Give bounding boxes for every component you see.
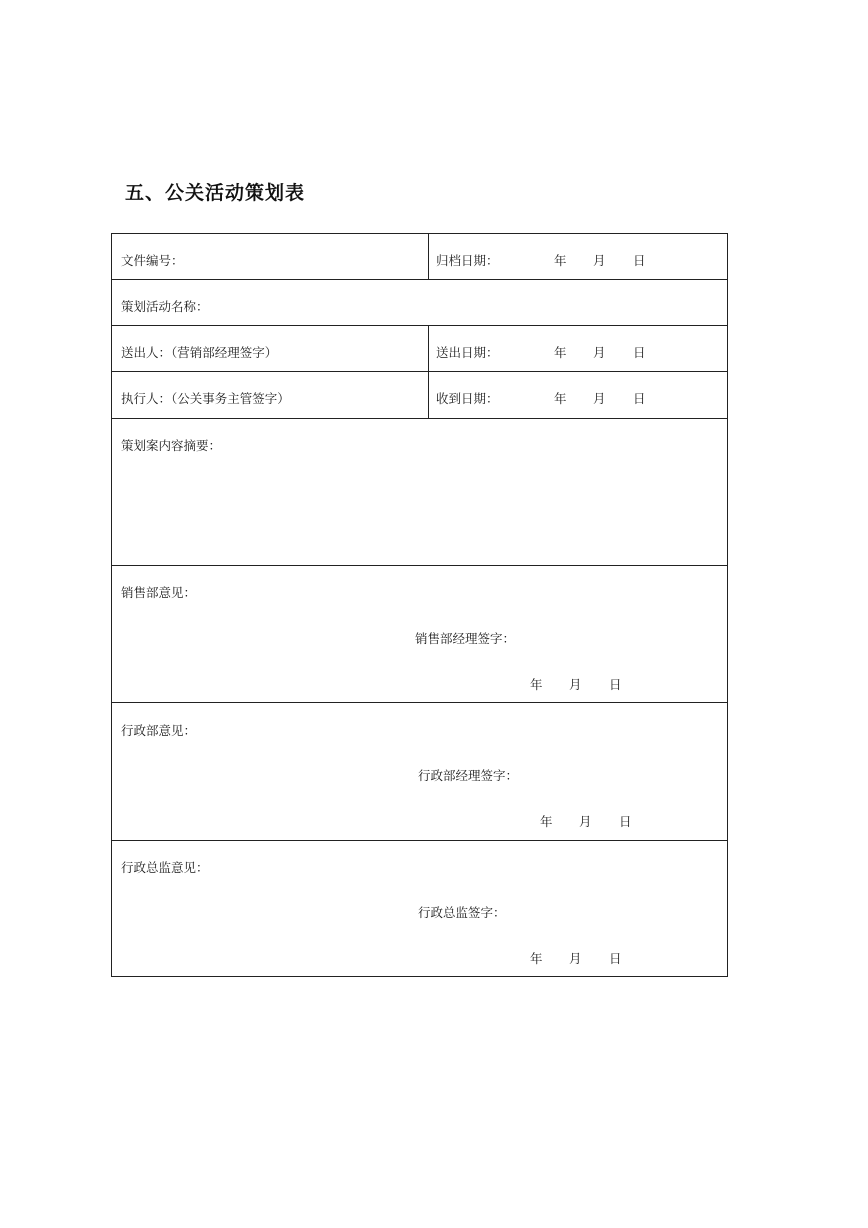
row-divider: [112, 418, 727, 419]
archive-date-label: 归档日期：: [436, 253, 499, 268]
send-date-label: 送出日期：: [436, 345, 499, 360]
director-signature[interactable]: 行政总监签字：: [418, 905, 506, 920]
day-unit: 日: [609, 677, 622, 692]
director-date-field[interactable]: [530, 952, 630, 966]
admin-date-field[interactable]: [540, 815, 640, 829]
column-divider: [428, 325, 429, 418]
month-unit: 月: [569, 677, 582, 692]
planning-form-table: [111, 233, 728, 977]
archive-date-field[interactable]: [554, 254, 654, 268]
row-divider: [112, 565, 727, 566]
year-unit: 年: [554, 253, 567, 268]
row-divider: [112, 279, 727, 280]
sales-date-field[interactable]: [530, 678, 630, 692]
month-unit: 月: [593, 345, 606, 360]
day-unit: 日: [633, 391, 646, 406]
year-unit: 年: [540, 814, 553, 829]
day-unit: 日: [633, 253, 646, 268]
month-unit: 月: [593, 253, 606, 268]
receive-date-field[interactable]: [554, 392, 654, 406]
row-divider: [112, 325, 727, 326]
column-divider: [428, 234, 429, 279]
year-unit: 年: [554, 391, 567, 406]
plan-summary-field[interactable]: 策划案内容摘要：: [121, 438, 222, 453]
year-unit: 年: [530, 951, 543, 966]
row-divider: [112, 371, 727, 372]
receive-date-label: 收到日期：: [436, 391, 499, 406]
sales-opinion-field[interactable]: 销售部意见：: [121, 585, 197, 600]
activity-name-field[interactable]: 策划活动名称：: [121, 299, 209, 314]
admin-manager-signature[interactable]: 行政部经理签字：: [418, 768, 519, 783]
row-divider: [112, 840, 727, 841]
page-title: 五、公关活动策划表: [125, 182, 306, 204]
day-unit: 日: [633, 345, 646, 360]
row-divider: [112, 702, 727, 703]
year-unit: 年: [530, 677, 543, 692]
day-unit: 日: [609, 951, 622, 966]
year-unit: 年: [554, 345, 567, 360]
director-opinion-field[interactable]: 行政总监意见：: [121, 860, 209, 875]
sender-field[interactable]: 送出人：（营销部经理签字）: [121, 345, 278, 360]
send-date-field[interactable]: [554, 346, 654, 360]
month-unit: 月: [593, 391, 606, 406]
month-unit: 月: [579, 814, 592, 829]
month-unit: 月: [569, 951, 582, 966]
day-unit: 日: [619, 814, 632, 829]
sales-manager-signature[interactable]: 销售部经理签字：: [415, 631, 516, 646]
file-number-field[interactable]: 文件编号：: [121, 253, 184, 268]
admin-opinion-field[interactable]: 行政部意见：: [121, 723, 197, 738]
executor-field[interactable]: 执行人：（公关事务主管签字）: [121, 391, 290, 406]
